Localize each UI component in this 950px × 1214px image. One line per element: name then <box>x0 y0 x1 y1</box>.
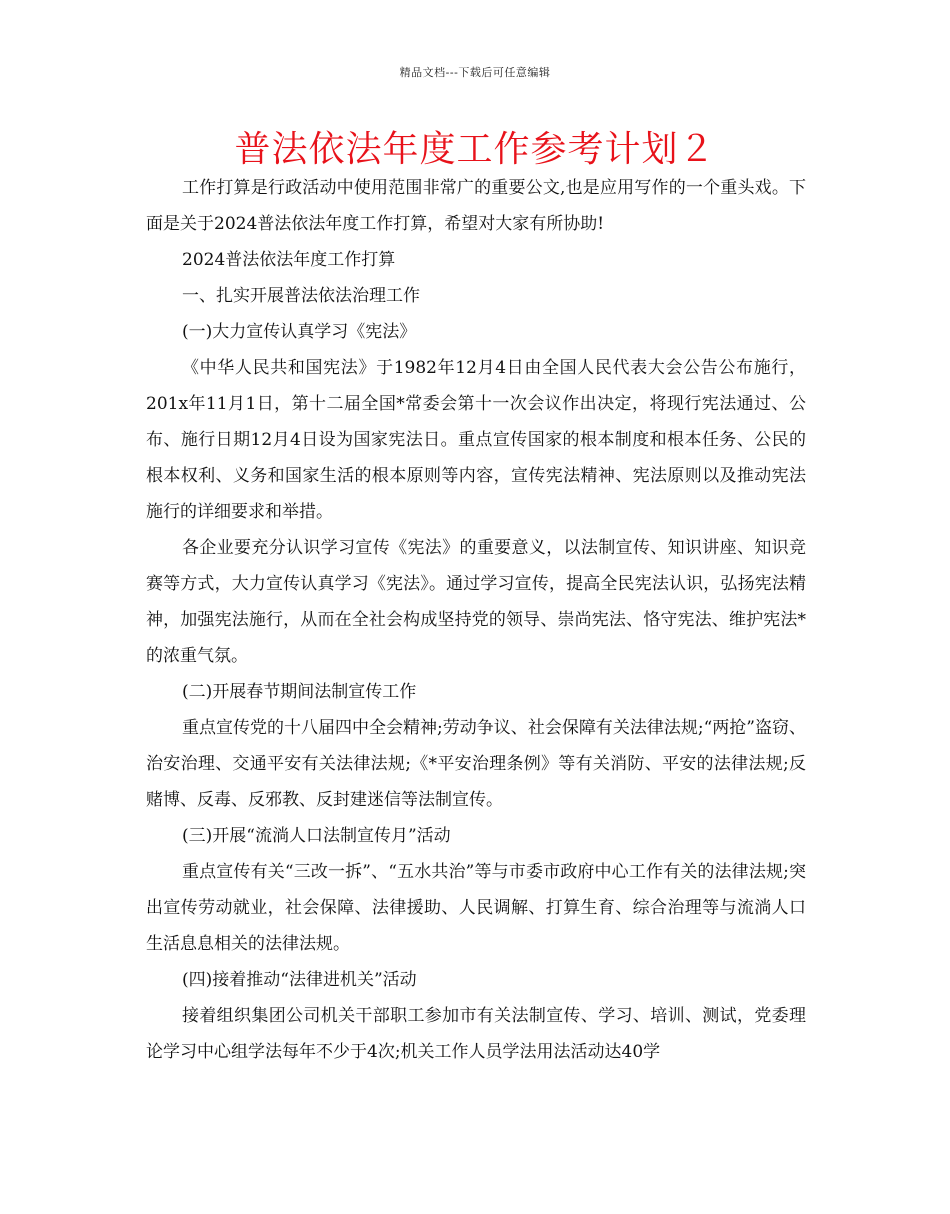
page-header: 精品文档---下载后可任意编辑 <box>399 66 551 79</box>
paragraph: 《中华人民共和国宪法》于1982年12月4日由全国人民代表大会公告公布施行，201x年11月1日，第十二届全国*常委会第十一次会议作出决定，将现行宪法通过、公布、施行日期12月4日设为国家宪法日。重点宣传国家的根本制度和根本任务、公民的根本权利、义务和国家生活的根本原则等内容，宣传宪法精神、宪法原则以及推动宪法施行的详细要求和举措。 <box>146 358 806 522</box>
subsection-heading: (二)开展春节期间法制宣传工作 <box>182 682 417 702</box>
document-body <box>146 170 806 1070</box>
paragraph: 重点宣传有关“三改一拆”、“五水共治”等与市委市政府中心工作有关的法律法规;突出宣传劳动就业，社会保障、法律援助、人民调解、打算生育、综合治理等与流淌人口生活息息相关的法律法规。 <box>146 862 806 954</box>
subsection-heading: (三)开展“流淌人口法制宣传月”活动 <box>182 826 451 846</box>
section-heading: 一、扎实开展普法依法治理工作 <box>182 286 420 306</box>
paragraph: 各企业要充分认识学习宣传《宪法》的重要意义，以法制宣传、知识讲座、知识竞赛等方式，大力宣传认真学习《宪法》。通过学习宣传，提高全民宪法认识，弘扬宪法精神，加强宪法施行，从而在全社会构成坚持党的领导、崇尚宪法、恪守宪法、维护宪法*的浓重气氛。 <box>146 538 806 666</box>
paragraph: 接着组织集团公司机关干部职工参加市有关法制宣传、学习、培训、测试，党委理论学习中心组学法每年不少于4次;机关工作人员学法用法活动达40学 <box>146 1006 806 1062</box>
document-title: 普法依法年度工作参考计划２ <box>234 129 716 170</box>
subsection-heading: (四)接着推动“法律进机关”活动 <box>182 970 417 990</box>
subsection-heading: (一)大力宣传认真学习《宪法》 <box>182 322 417 342</box>
paragraph: 重点宣传党的十八届四中全会精神;劳动争议、社会保障有关法律法规;“两抢”盗窃、治安治理、交通平安有关法律法规;《*平安治理条例》等有关消防、平安的法律法规;反赌博、反毒、反邪教、反封建迷信等法制宣传。 <box>146 718 806 810</box>
paragraph: 工作打算是行政活动中使用范围非常广的重要公文,也是应用写作的一个重头戏。下面是关于2024普法依法年度工作打算，希望对大家有所协助! <box>146 178 806 234</box>
paragraph: 2024普法依法年度工作打算 <box>182 250 396 270</box>
